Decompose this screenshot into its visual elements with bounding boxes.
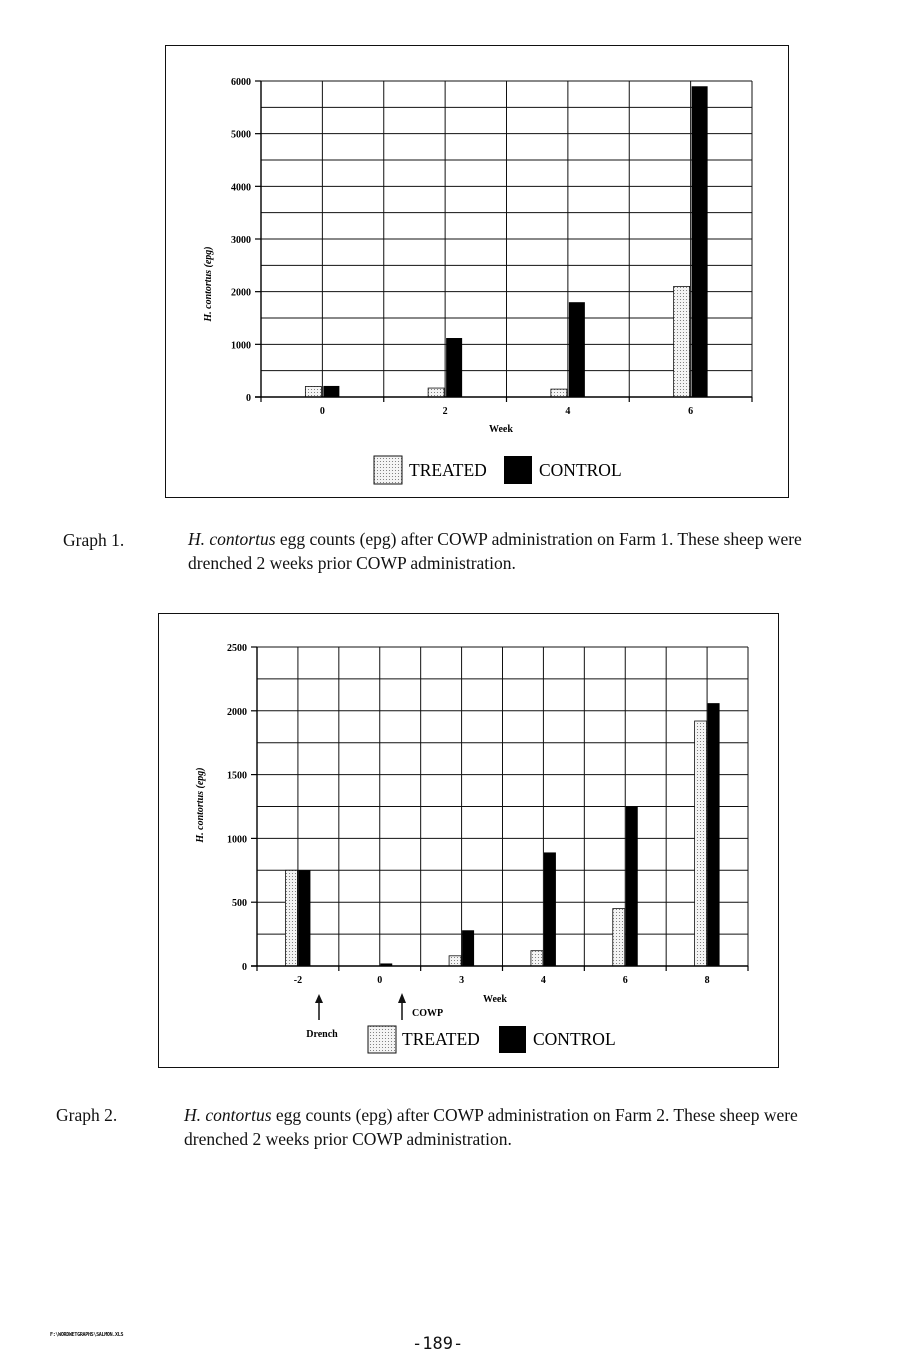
chart-2-bar-treated-week-6 bbox=[613, 909, 625, 966]
chart-2-y-axis-label: H. contortus (epg) bbox=[195, 767, 206, 843]
chart-2 bbox=[159, 614, 780, 1069]
chart-1-bar-control-week-0 bbox=[323, 386, 339, 397]
chart-1-bar-treated-week-2 bbox=[428, 388, 444, 397]
chart-2-x-tick-label: 0 bbox=[377, 975, 383, 986]
chart-2-legend-control-label: CONTROL bbox=[533, 1029, 616, 1049]
chart-1 bbox=[166, 46, 790, 499]
cowp-arrow-icon bbox=[398, 993, 406, 1020]
graph-1-caption-species: H. contortus bbox=[188, 529, 276, 549]
chart-1-x-axis-label: Week bbox=[489, 424, 513, 435]
graph-2-caption bbox=[184, 1103, 884, 1151]
graph-2-label: Graph 2. bbox=[56, 1105, 118, 1125]
chart-1-y-tick-label: 6000 bbox=[231, 77, 251, 88]
chart-2-y-tick-label: 1500 bbox=[227, 770, 247, 782]
chart-2-y-tick-label: 2000 bbox=[227, 706, 247, 718]
footer-file-path: F:\WORDWETGRAPHS\SALMON.XLS bbox=[50, 1332, 124, 1338]
chart-1-legend-treated-swatch bbox=[374, 456, 402, 484]
chart-2-legend-treated-label: TREATED bbox=[402, 1029, 480, 1049]
chart-2-x-tick-label: -2 bbox=[293, 975, 303, 986]
chart-2-x-tick-label: 8 bbox=[704, 975, 710, 986]
chart-2-bar-control-week--2 bbox=[298, 870, 310, 966]
chart-1-x-tick-label: 6 bbox=[688, 406, 694, 417]
chart-2-bar-control-week-4 bbox=[544, 852, 556, 966]
chart-1-bar-treated-week-6 bbox=[674, 286, 690, 397]
chart-1-y-tick-label: 1000 bbox=[231, 340, 251, 352]
chart-1-bar-control-week-6 bbox=[692, 86, 708, 397]
graph-2-caption-line2: drenched 2 weeks prior COWP administration. bbox=[184, 1129, 512, 1149]
chart-2-bar-treated-week-4 bbox=[531, 951, 543, 966]
chart-2-y-tick-label: 1000 bbox=[227, 834, 247, 846]
chart-2-grid bbox=[257, 647, 748, 966]
chart-1-y-tick-label: 2000 bbox=[231, 287, 251, 299]
chart-1-x-tick-label: 4 bbox=[565, 406, 571, 417]
chart-1-bar-control-week-4 bbox=[569, 302, 585, 397]
chart-2-bar-control-week-8 bbox=[708, 703, 720, 966]
chart-1-y-tick-label: 3000 bbox=[231, 235, 251, 246]
chart-2-annotation-cowp: COWP bbox=[412, 1008, 444, 1019]
graph-1-caption-line2: drenched 2 weeks prior COWP administration. bbox=[188, 553, 516, 573]
chart-1-bar-control-week-2 bbox=[446, 338, 462, 397]
chart-2-x-tick-label: 3 bbox=[459, 975, 465, 986]
chart-1-y-tick-label: 0 bbox=[246, 393, 251, 404]
chart-1-x-tick-label: 0 bbox=[319, 406, 325, 417]
chart-2-bar-treated-week-8 bbox=[695, 721, 707, 966]
chart-1-frame bbox=[165, 45, 789, 498]
chart-1-legend-control-label: CONTROL bbox=[539, 460, 622, 480]
chart-2-y-tick-label: 2500 bbox=[227, 643, 247, 654]
chart-2-x-tick-label: 4 bbox=[540, 975, 546, 986]
graph-2-caption-species: H. contortus bbox=[184, 1105, 272, 1125]
chart-1-x-tick-label: 2 bbox=[442, 406, 448, 417]
chart-2-y-tick-label: 0 bbox=[242, 962, 247, 973]
page-number: -189- bbox=[412, 1334, 464, 1354]
chart-2-bar-treated-week--2 bbox=[285, 870, 297, 966]
chart-2-bar-control-week-6 bbox=[626, 807, 638, 967]
chart-1-legend-treated-label: TREATED bbox=[409, 460, 487, 480]
chart-2-x-axis-label: Week bbox=[483, 994, 507, 1005]
chart-2-bar-treated-week-3 bbox=[449, 956, 461, 966]
chart-1-bar-treated-week-0 bbox=[305, 386, 321, 397]
chart-2-bar-control-week-3 bbox=[462, 930, 474, 966]
graph-2-caption-text: egg counts (epg) after COWP administration on Farm 2. These sheep were bbox=[275, 1105, 798, 1125]
graph-1-caption bbox=[188, 527, 888, 575]
chart-2-legend-treated-swatch bbox=[368, 1026, 396, 1053]
chart-1-y-tick-label: 5000 bbox=[231, 129, 251, 141]
chart-1-bar-treated-week-4 bbox=[551, 389, 567, 397]
drench-arrow-icon bbox=[315, 994, 323, 1020]
chart-2-annotation-drench: Drench bbox=[306, 1029, 338, 1040]
chart-2-y-tick-label: 500 bbox=[232, 898, 247, 910]
graph-1-label: Graph 1. bbox=[63, 530, 125, 550]
chart-1-legend-control-swatch bbox=[504, 456, 532, 484]
chart-1-y-axis-label: H. contortus (epg) bbox=[203, 246, 214, 322]
chart-2-frame bbox=[158, 613, 779, 1068]
graph-1-caption-text: egg counts (epg) after COWP administration on Farm 1. These sheep were bbox=[279, 529, 802, 549]
chart-1-y-tick-label: 4000 bbox=[231, 182, 251, 194]
chart-2-legend-control-swatch bbox=[499, 1026, 526, 1053]
chart-2-x-tick-label: 6 bbox=[622, 975, 628, 986]
